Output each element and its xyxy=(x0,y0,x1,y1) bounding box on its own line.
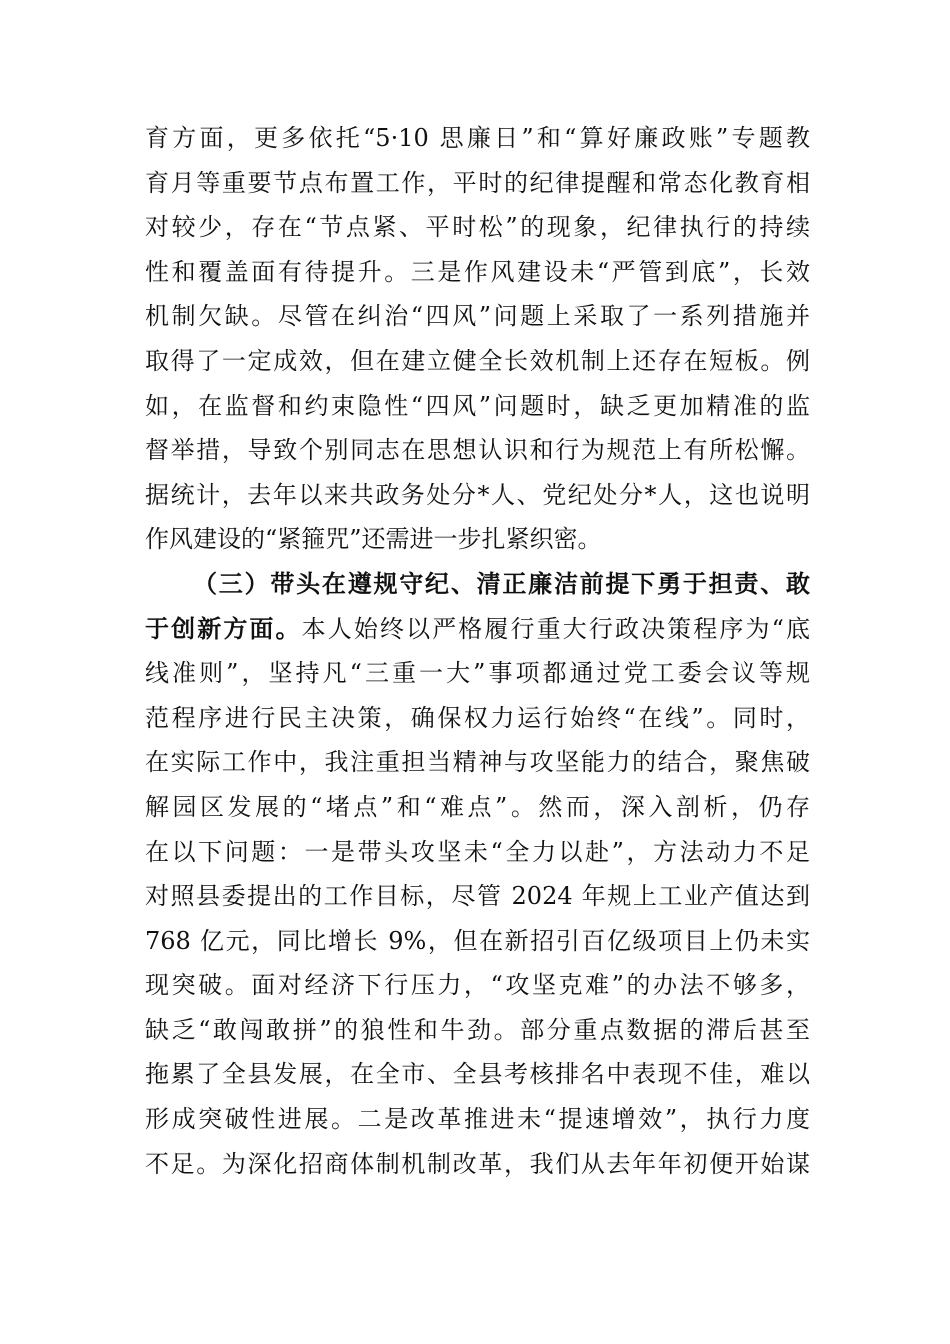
text-line: 在实际工作中，我注重担当精神与攻坚能力的结合，聚焦破 xyxy=(145,748,810,777)
section-heading: （三）带头在遵规守纪、清正廉洁前提下勇于担责、敢 xyxy=(193,568,810,598)
text-line: 不足。为深化招商体制机制改革，我们从去年年初便开始谋 xyxy=(145,1149,810,1178)
text-line: 现突破。面对经济下行压力，“攻坚克难”的办法不够多， xyxy=(145,971,810,1000)
text-line: 解园区发展的“堵点”和“难点”。然而，深入剖析，仍存 xyxy=(145,792,810,821)
text-line: 对照县委提出的工作目标，尽管 2024 年规上工业产值达到 xyxy=(145,882,810,911)
paragraph-start: 本人始终以严格履行重大行政决策程序为“底 xyxy=(301,614,810,643)
text-line: 在以下问题：一是带头攻坚未“全力以赴”，方法动力不足 xyxy=(145,837,810,866)
text-line: 768 亿元，同比增长 9%，但在新招引百亿级项目上仍未实 xyxy=(145,926,810,955)
text-line: 取得了一定成效，但在建立健全长效机制上还存在短板。例 xyxy=(145,346,810,375)
text-line: 机制欠缺。尽管在纠治“四风”问题上采取了一系列措施并 xyxy=(145,302,810,331)
text-line: 形成突破性进展。二是改革推进未“提速增效”，执行力度 xyxy=(145,1105,810,1134)
text-line: 缺乏“敢闯敢拼”的狼性和牛劲。部分重点数据的滞后甚至 xyxy=(145,1015,810,1044)
text-line: 如，在监督和约束隐性“四风”问题时，缺乏更加精准的监 xyxy=(145,391,810,420)
document-body xyxy=(145,116,810,1186)
text-line: 作风建设的“紧箍咒”还需进一步扎紧织密。 xyxy=(145,525,602,554)
section-heading-end: 于创新方面。 xyxy=(145,613,302,643)
text-line: 线准则”，坚持凡“三重一大”事项都通过党工委会议等规 xyxy=(145,659,810,688)
text-line: 范程序进行民主决策，确保权力运行始终“在线”。同时， xyxy=(145,703,810,732)
text-line: 据统计，去年以来共政务处分*人、党纪处分*人，这也说明 xyxy=(145,480,810,509)
text-line: 育方面，更多依托“5·10 思廉日”和“算好廉政账”专题教 xyxy=(145,124,810,152)
text-line: 拖累了全县发展，在全市、全县考核排名中表现不佳，难以 xyxy=(145,1060,810,1089)
section-heading-continuation xyxy=(145,607,810,652)
text-line: 性和覆盖面有待提升。三是作风建设未“严管到底”，长效 xyxy=(145,257,810,286)
text-line: 对较少，存在“节点紧、平时松”的现象，纪律执行的持续 xyxy=(145,213,810,242)
text-line: 育月等重要节点布置工作，平时的纪律提醒和常态化教育相 xyxy=(145,168,810,197)
text-line: 督举措，导致个别同志在思想认识和行为规范上有所松懈。 xyxy=(145,436,810,465)
